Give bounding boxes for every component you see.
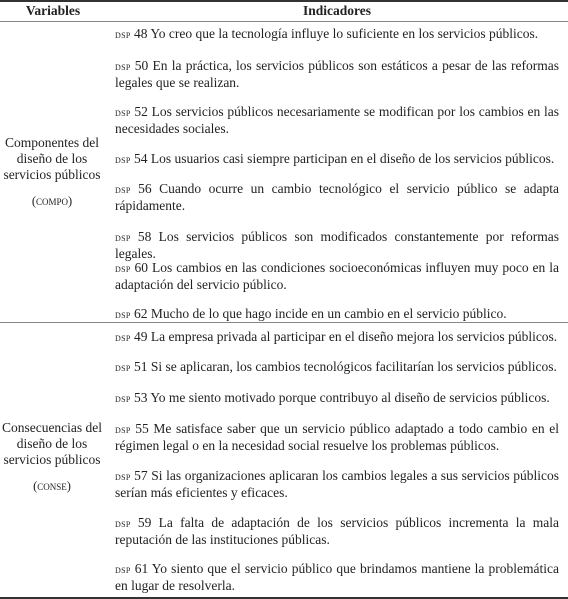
indicator-code: dsp xyxy=(115,332,131,344)
indicator-code: dsp xyxy=(115,154,131,166)
indicator-code: dsp xyxy=(115,309,131,321)
indicator-item xyxy=(115,151,559,168)
variable-label xyxy=(0,135,104,209)
indicator-text: 58 Los servicios públicos son modificados constantemente por reformas legales. xyxy=(115,229,559,261)
indicator-code: dsp xyxy=(115,263,131,275)
indicator-text: 62 Mucho de lo que hago incide en un cambio en el servicio público. xyxy=(130,306,507,321)
indicator-text: 50 En la práctica, los servicios públicos son estáticos a pesar de las reformas legales que se realizan. xyxy=(115,58,559,90)
indicator-item xyxy=(115,58,559,91)
indicator-code: dsp xyxy=(115,471,131,483)
indicator-item xyxy=(115,421,559,454)
indicator-item xyxy=(115,515,559,548)
indicator-code: dsp xyxy=(115,107,131,119)
indicator-text: 60 Los cambios en las condiciones socioeconómicas influyen muy poco en la adaptación del servicio público. xyxy=(115,260,559,292)
indicator-text: 56 Cuando ocurre un cambio tecnológico el servicio público se adapta rápidamente. xyxy=(115,181,559,213)
indicator-code: dsp xyxy=(115,564,131,576)
bottom-rule xyxy=(0,597,568,599)
indicator-text: 59 La falta de adaptación de los servicios públicos incrementa la mala reputación de las instituciones públicas. xyxy=(115,515,559,547)
indicator-item xyxy=(115,181,559,214)
variable-abbr: (conse) xyxy=(33,479,71,493)
indicator-code: dsp xyxy=(115,184,131,196)
variable-name: Componentes del diseño de los servicios públicos xyxy=(3,135,101,182)
header-variables: Variables xyxy=(25,3,81,18)
variable-abbr: (compo) xyxy=(31,194,73,208)
group-componentes xyxy=(0,22,568,322)
indicator-text: 54 Los usuarios casi siempre participan en el diseño de los servicios públicos. xyxy=(130,151,555,166)
indicator-text: 53 Yo me siento motivado porque contribuyo al diseño de servicios públicos. xyxy=(130,390,550,405)
indicator-text: 55 Me satisface saber que un servicio público adaptado a todo cambio en el régimen legal o en la necesidad social resuelve los problemas públicos. xyxy=(115,421,559,453)
indicator-item xyxy=(115,104,559,137)
indicator-code: dsp xyxy=(115,61,131,73)
indicator-text: 49 La empresa privada al participar en el diseño mejora los servicios públicos. xyxy=(130,329,558,344)
indicator-item xyxy=(115,260,559,293)
indicator-item xyxy=(115,229,559,262)
header-indicadores: Indicadores xyxy=(302,3,371,18)
indicator-text: 52 Los servicios públicos necesariamente se modifican por los cambios en las necesidades sociales. xyxy=(115,104,559,136)
indicator-item xyxy=(115,359,559,376)
indicator-code: dsp xyxy=(115,393,131,405)
indicator-text: 61 Yo siento que el servicio público que brindamos mantiene la problemática en lugar de resolverla. xyxy=(115,561,559,593)
indicator-item xyxy=(115,561,559,594)
indicator-text: 51 Si se aplicaran, los cambios tecnológicos facilitarían los servicios públicos. xyxy=(130,359,557,374)
indicator-item xyxy=(115,306,559,323)
group-consecuencias xyxy=(0,323,568,597)
indicator-code: dsp xyxy=(115,362,131,374)
indicator-code: dsp xyxy=(115,518,131,530)
indicator-code: dsp xyxy=(115,29,131,41)
indicator-item xyxy=(115,26,559,43)
indicator-text: 48 Yo creo que la tecnología influye lo suficiente en los servicios públicos. xyxy=(130,26,539,41)
indicator-item xyxy=(115,390,559,407)
variable-name: Consecuencias del diseño de los servicios públicos xyxy=(1,420,103,467)
indicator-code: dsp xyxy=(115,424,131,436)
indicator-code: dsp xyxy=(115,232,131,244)
indicator-item xyxy=(115,468,559,501)
indicator-item xyxy=(115,329,559,346)
variable-label xyxy=(0,420,104,494)
indicator-text: 57 Si las organizaciones aplicaran los cambios legales a sus servicios públicos serían más eficientes y eficaces. xyxy=(115,468,559,500)
